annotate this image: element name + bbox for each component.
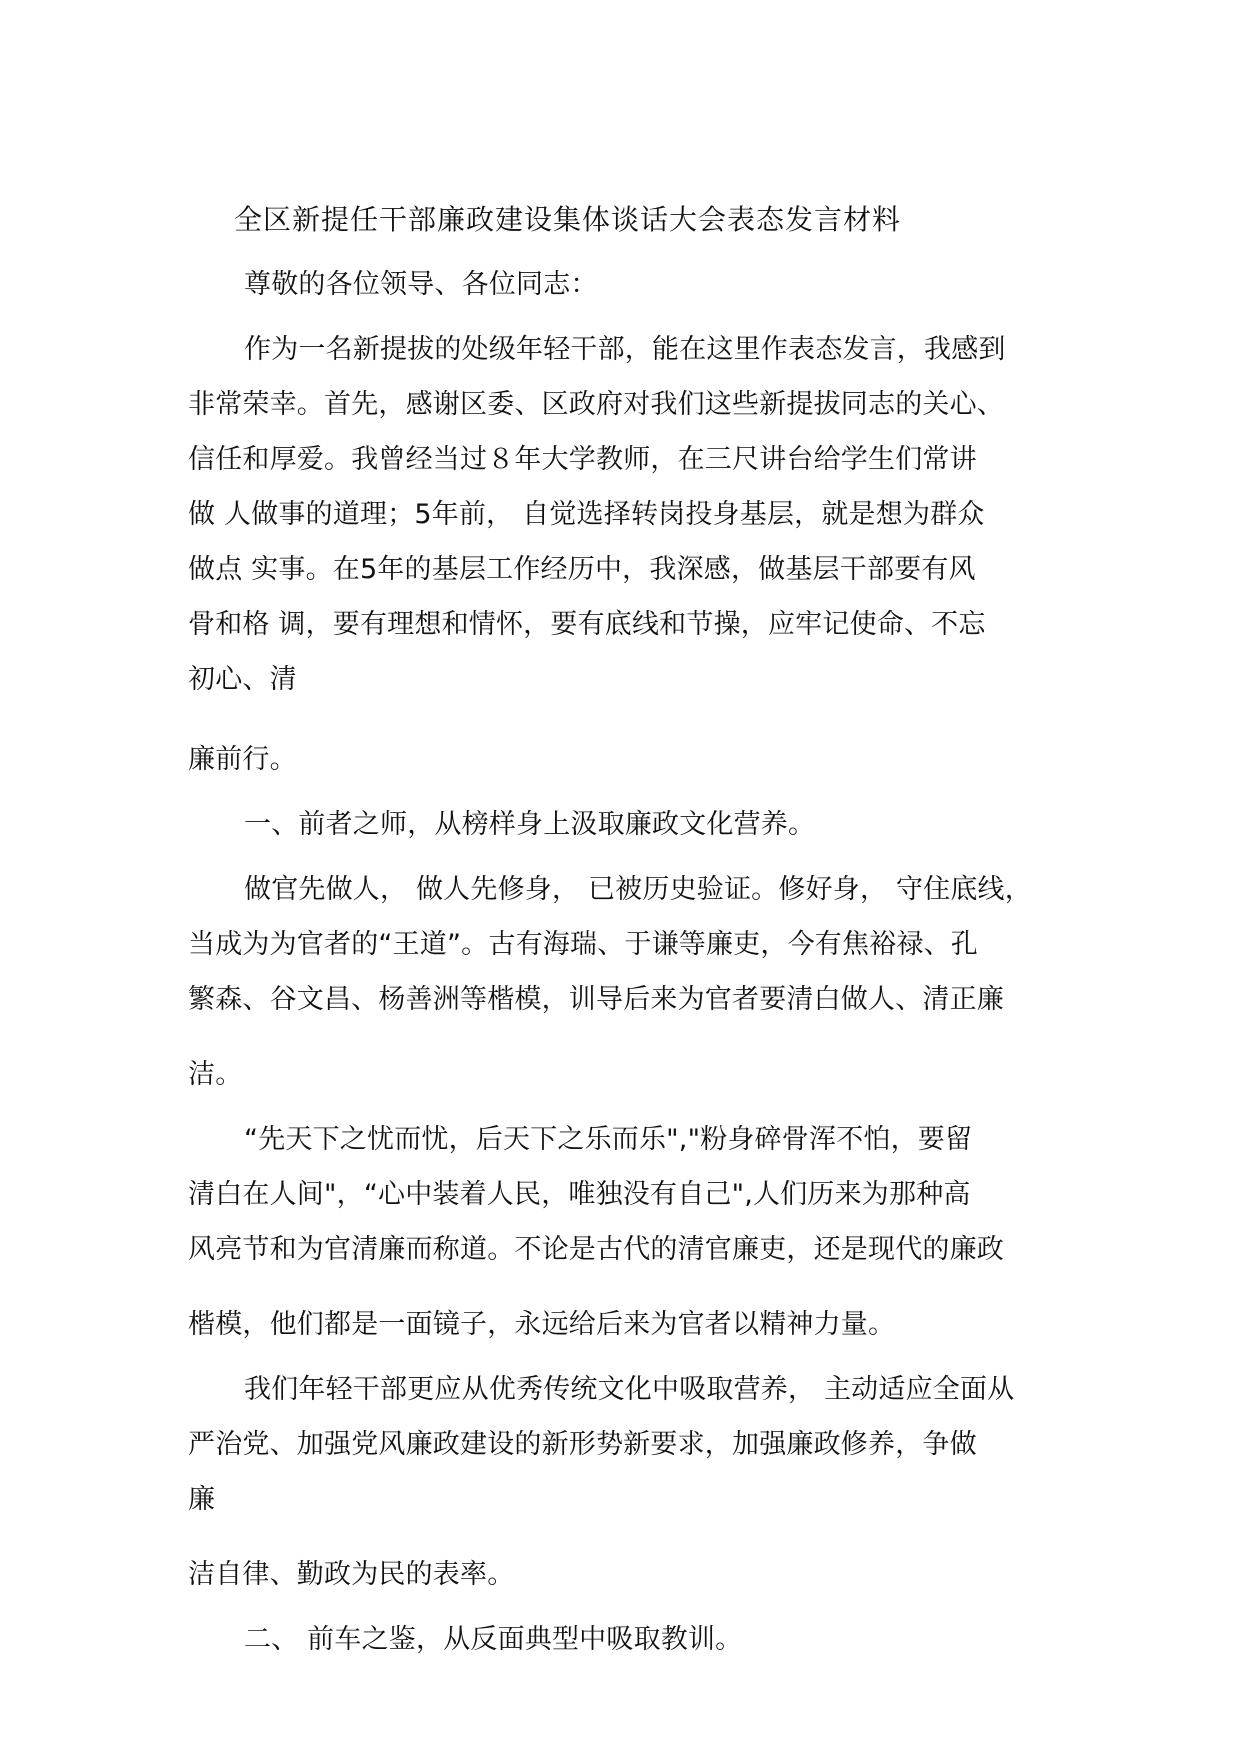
text-line: 洁自律、勤政为民的表率。 xyxy=(188,1559,515,1590)
text-line: 洁。 xyxy=(188,1059,243,1090)
text-line: 做官先做人， 做人先修身， 已被历史验证。修好身， 守住底线， xyxy=(244,874,1032,905)
text-line: 做点 实事。在5年的基层工作经历中，我深感，做基层干部要有风 xyxy=(188,554,976,585)
text-line: “先天下之忧而忧，后天下之乐而乐","粉身碎骨浑不怕，要留 xyxy=(244,1124,973,1155)
text-line: 骨和格 调，要有理想和情怀，要有底线和节操，应牢记使命、不忘 xyxy=(188,609,986,640)
text-line: 廉 xyxy=(188,1484,216,1515)
section-heading-1: 一、前者之师，从榜样身上汲取廉政文化营养。 xyxy=(244,809,816,840)
text-line: 信任和厚爱。我曾经当过８年大学教师，在三尺讲台给学生们常讲 xyxy=(188,444,977,475)
text-line: 严治党、加强党风廉政建设的新形势新要求，加强廉政修养，争做 xyxy=(188,1429,977,1460)
document-title: 全区新提任干部廉政建设集体谈话大会表态发言材料 xyxy=(234,203,902,236)
text-line: 作为一名新提拔的处级年轻干部，能在这里作表态发言，我感到 xyxy=(244,334,1006,365)
text-line: 楷模，他们都是一面镜子，永远给后来为官者以精神力量。 xyxy=(188,1309,896,1340)
section-heading-2: 二、 前车之鉴，从反面典型中吸取教训。 xyxy=(244,1624,743,1655)
text-line: 做 人做事的道理；5年前， 自觉选择转岗投身基层，就是想为群众 xyxy=(188,499,985,530)
text-line: 我们年轻干部更应从优秀传统文化中吸取营养， 主动适应全面从 xyxy=(244,1374,1015,1405)
salutation: 尊敬的各位领导、各位同志： xyxy=(244,269,598,300)
text-line: 廉前行。 xyxy=(188,744,297,775)
text-line: 风亮节和为官清廉而称道。不论是古代的清官廉吏，还是现代的廉政 xyxy=(188,1234,1004,1265)
text-line: 清白在人间"，“心中装着人民，唯独没有自己",人们历来为那种高 xyxy=(188,1179,971,1210)
text-line: 初心、清 xyxy=(188,664,297,695)
text-line: 当成为为官者的“王道”。古有海瑞、于谦等廉吏，今有焦裕禄、孔 xyxy=(188,929,978,960)
text-line: 繁森、谷文昌、杨善洲等楷模，训导后来为官者要清白做人、清正廉 xyxy=(188,984,1004,1015)
text-line: 非常荣幸。首先，感谢区委、区政府对我们这些新提拔同志的关心、 xyxy=(188,389,1004,420)
